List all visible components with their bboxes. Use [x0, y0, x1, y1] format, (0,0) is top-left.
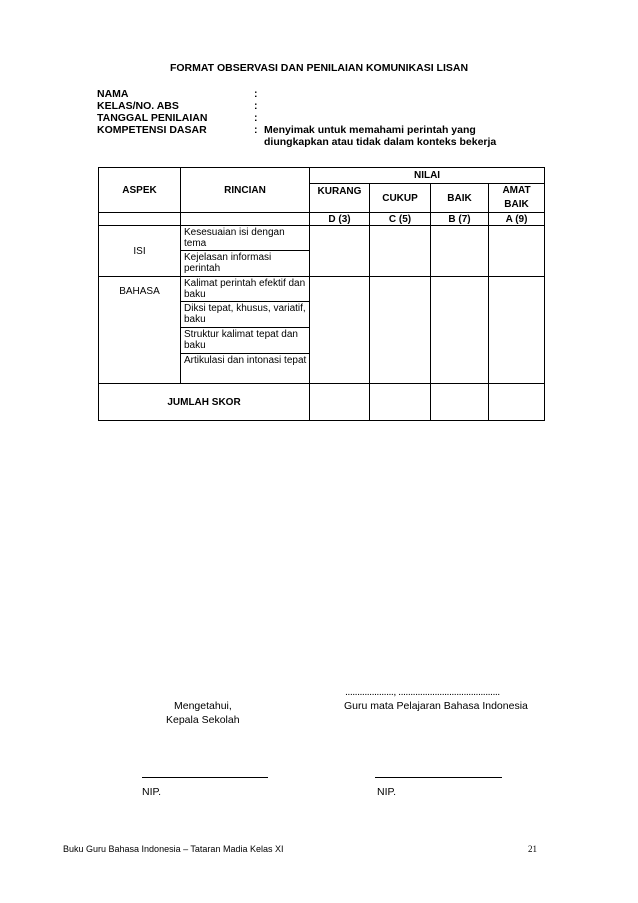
kompetensi-value-line1: Menyimak untuk memahami perintah yang: [264, 124, 476, 136]
rincian-item: Kalimat perintah efektif dan baku: [181, 277, 310, 302]
score-cell[interactable]: [431, 277, 489, 384]
total-cell[interactable]: [310, 384, 370, 421]
kelas-label: KELAS/NO. ABS: [97, 100, 179, 112]
kelas-colon: :: [254, 100, 258, 112]
assessment-table: [98, 167, 545, 421]
score-cell[interactable]: [370, 226, 431, 277]
total-cell[interactable]: [489, 384, 545, 421]
score-cell[interactable]: [310, 226, 370, 277]
nama-colon: :: [254, 88, 258, 100]
page-number: 21: [528, 844, 537, 854]
score-a: A (9): [489, 213, 545, 226]
place-date-dots: ...................., ..........................................: [345, 686, 500, 698]
nip-left: NIP.: [142, 786, 162, 798]
level-kurang: KURANG: [310, 184, 370, 213]
kompetensi-colon: :: [254, 124, 258, 136]
tanggal-label: TANGGAL PENILAIAN: [97, 112, 208, 124]
level-baik: BAIK: [431, 184, 489, 213]
score-b: B (7): [431, 213, 489, 226]
aspect-isi: ISI: [99, 226, 181, 277]
score-spacer-rincian: [181, 213, 310, 226]
total-cell[interactable]: [431, 384, 489, 421]
rincian-item: Diksi tepat, khusus, variatif, baku: [181, 302, 310, 328]
score-cell[interactable]: [370, 277, 431, 384]
rincian-item: Kesesuaian isi dengan tema: [181, 226, 310, 251]
kompetensi-label: KOMPETENSI DASAR: [97, 124, 207, 136]
aspek-header: ASPEK: [99, 168, 181, 213]
nip-right: NIP.: [377, 786, 397, 798]
score-c: C (5): [370, 213, 431, 226]
jumlah-skor-label: JUMLAH SKOR: [99, 384, 310, 421]
score-spacer-aspek: [99, 213, 181, 226]
score-d: D (3): [310, 213, 370, 226]
aspect-bahasa: BAHASA: [99, 277, 181, 384]
score-cell[interactable]: [489, 277, 545, 384]
signature-line-left: [142, 777, 268, 778]
score-cell[interactable]: [489, 226, 545, 277]
rincian-item: Artikulasi dan intonasi tepat: [181, 354, 310, 384]
rincian-item: Struktur kalimat tepat dan baku: [181, 328, 310, 354]
document-title: FORMAT OBSERVASI DAN PENILAIAN KOMUNIKASI LISAN: [169, 62, 469, 74]
nama-label: NAMA: [97, 88, 129, 100]
nilai-header: NILAI: [310, 168, 545, 184]
rincian-item: Kejelasan informasi perintah: [181, 251, 310, 277]
footer-book-title: Buku Guru Bahasa Indonesia – Tataran Madia Kelas XI: [63, 844, 284, 854]
signature-line-right: [375, 777, 502, 778]
score-cell[interactable]: [431, 226, 489, 277]
score-cell[interactable]: [310, 277, 370, 384]
kompetensi-value-line2: diungkapkan atau tidak dalam konteks bekerja: [264, 136, 497, 148]
guru-label: Guru mata Pelajaran Bahasa Indonesia: [344, 700, 528, 712]
total-cell[interactable]: [370, 384, 431, 421]
kepala-sekolah-label: Kepala Sekolah: [166, 714, 240, 726]
mengetahui-label: Mengetahui,: [174, 700, 232, 712]
rincian-header: RINCIAN: [181, 168, 310, 213]
level-cukup: CUKUP: [370, 184, 431, 213]
tanggal-colon: :: [254, 112, 258, 124]
level-amat-baik: AMAT BAIK: [489, 184, 545, 213]
